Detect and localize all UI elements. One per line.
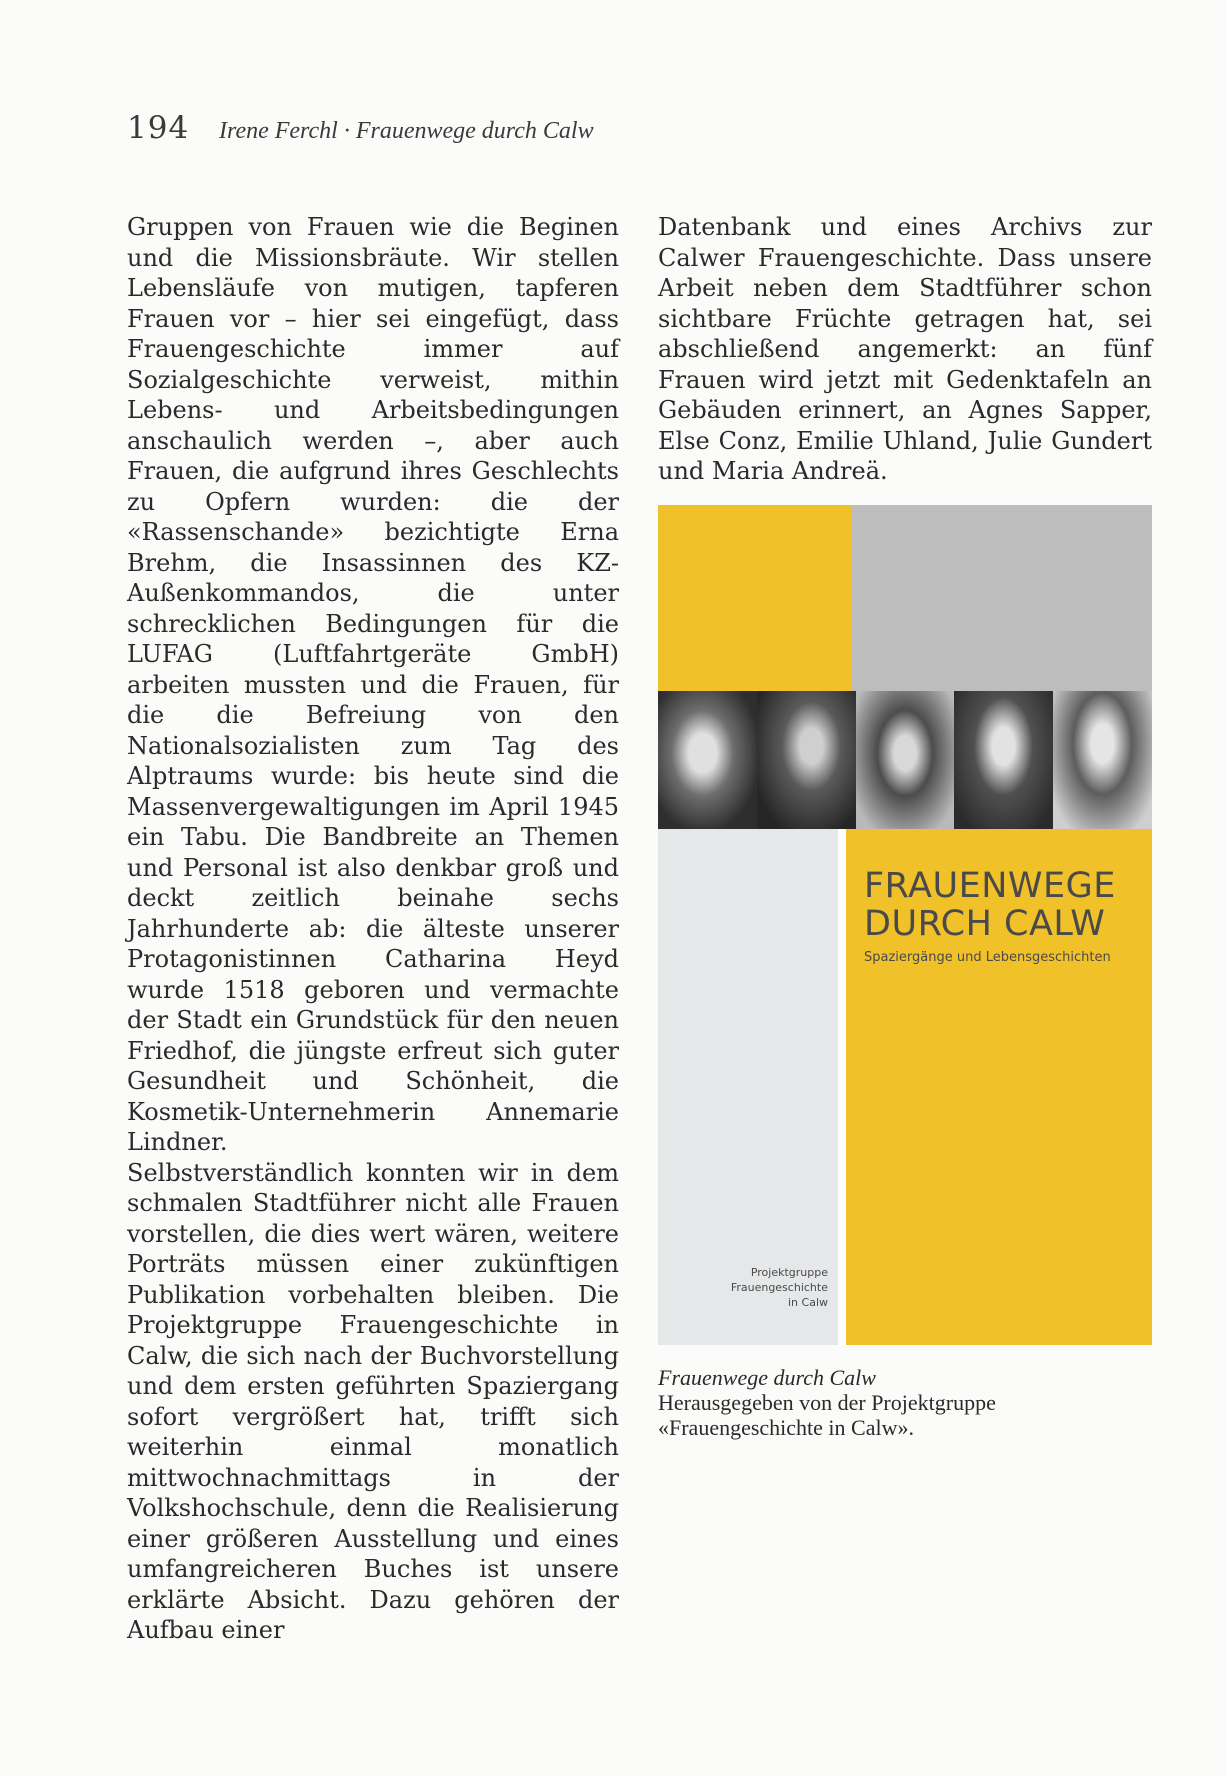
portrait-photo — [658, 691, 757, 829]
running-head: Irene Ferchl · Frauenwege durch Calw — [219, 118, 594, 144]
cover-divider — [838, 829, 846, 1345]
left-text-column — [127, 212, 619, 1646]
body-paragraph: Gruppen von Frauen wie die Beginen und die Missionsbräute. Wir stellen Lebensläufe von mutigen, tapferen Frauen vor – hier sei eingefügt, dass Frauengeschichte immer auf Sozialgeschichte verweist, mithin Lebens- und Arbeitsbedingungen anschaulich werden –, aber auch Frauen, die aufgrund ihres Geschlechts zu Opfern wurden: die der «Rassenschande» bezichtigte Erna Brehm, die Insassinnen des KZ-Außenkommandos, die unter schrecklichen Bedingungen für die LUFAG (Luftfahrtgeräte GmbH) arbeiten mussten und die Frauen, für die die Befreiung von den Nationalsozialisten zum Tag des Alptraums wurde: bis heute sind die Massenvergewaltigungen im April 1945 ein Tabu. Die Bandbreite an Themen und Personal ist also denkbar groß und deckt zeitlich beinahe sechs Jahrhunderte ab: die älteste unserer Protagonistinnen Catharina Heyd wurde 1518 geboren und vermachte der Stadt ein Grundstück für den neuen Friedhof, die jüngste erfreut sich guter Gesundheit und Schönheit, die Kosmetik-Unternehmerin Annemarie Lindner. — [127, 213, 619, 1156]
cover-portrait-strip — [658, 691, 1152, 829]
portrait-photo — [856, 691, 955, 829]
cover-yellow-block — [658, 505, 851, 691]
cover-grey-block — [851, 505, 1152, 691]
page-number: 194 — [127, 110, 190, 146]
figure-caption — [658, 1365, 1152, 1440]
cover-title-line: DURCH CALW — [864, 904, 1106, 944]
portrait-photo — [954, 691, 1053, 829]
cover-subtitle: Spaziergänge und Lebensgeschichten — [864, 950, 1111, 965]
portrait-photo — [757, 691, 856, 829]
caption-text: Herausgegeben von der Projektgruppe — [658, 1390, 996, 1415]
caption-title: Frauenwege durch Calw — [658, 1365, 876, 1390]
cover-publisher-line: Frauengeschichte — [730, 1281, 828, 1294]
book-cover-image — [658, 505, 1152, 1345]
body-paragraph: Datenbank und eines Archivs zur Calwer Frauengeschichte. Dass unsere Arbeit neben dem Stadtführer schon sichtbare Früchte getragen hat, sei abschließend angemerkt: an fünf Frauen wird jetzt mit Gedenktafeln an Gebäuden erinnert, an Agnes Sapper, Else Conz, Emilie Uhland, Julie Gundert und Maria Andreä. — [658, 213, 1152, 485]
right-text-column — [658, 212, 1152, 487]
cover-publisher-line: in Calw — [788, 1296, 828, 1309]
cover-publisher-line: Projektgruppe — [750, 1266, 828, 1279]
caption-text: «Frauengeschichte in Calw». — [658, 1415, 914, 1440]
portrait-photo — [1053, 691, 1152, 829]
cover-title — [864, 867, 1144, 943]
cover-title-line: FRAUENWEGE — [864, 866, 1116, 906]
cover-publisher — [668, 1265, 828, 1310]
body-paragraph: Selbstverständlich konnten wir in dem schmalen Stadtführer nicht alle Frauen vorstellen, die dies wert wären, weitere Porträts müssen einer zukünftigen Publikation vorbehalten bleiben. Die Projektgruppe Frauengeschichte in Calw, die sich nach der Buchvorstellung und dem ersten geführten Spaziergang sofort vergrößert hat, trifft sich weiterhin einmal monatlich mittwochnachmittags in der Volkshochschule, denn die Realisierung einer größeren Ausstellung und eines umfangreicheren Buches ist unsere erklärte Absicht. Dazu gehören der Aufbau einer — [127, 1158, 619, 1644]
